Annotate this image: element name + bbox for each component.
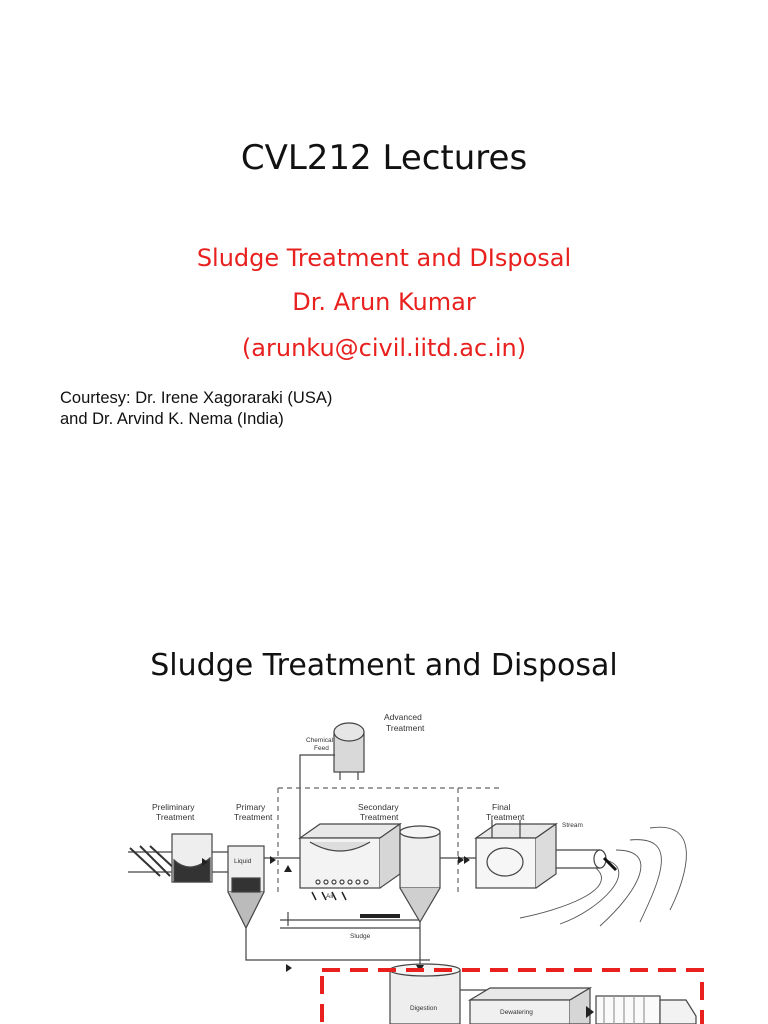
label-chem-2: Feed: [314, 745, 329, 752]
label-secondary-1: Secondary: [358, 802, 399, 812]
treatment-process-diagram: [0, 700, 768, 1024]
courtesy-note: [60, 388, 332, 430]
courtesy-line-1: Courtesy: Dr. Irene Xagoraraki (USA): [60, 389, 333, 407]
subtitle-author: Dr. Arun Kumar: [292, 288, 476, 316]
truck-icon: [596, 996, 696, 1024]
aeration-basin: [300, 824, 400, 888]
label-dewatering: Dewatering: [500, 1009, 533, 1016]
label-solid: Solid: [240, 882, 255, 889]
label-final-1: Final: [492, 802, 511, 812]
secondary-clarifier: [400, 826, 476, 970]
slide-2-title: Sludge Treatment and Disposal: [150, 648, 618, 683]
label-sludge: Sludge: [350, 933, 371, 940]
preliminary-unit: [172, 834, 228, 882]
label-primary-2: Treatment: [234, 812, 273, 822]
subtitle-email: (arunku@civil.iitd.ac.in): [241, 334, 527, 362]
label-stream: Stream: [562, 822, 583, 829]
label-final-2: Treatment: [486, 812, 525, 822]
courtesy-line-2: and Dr. Arvind K. Nema (India): [60, 410, 284, 428]
label-advanced-2: Treatment: [386, 723, 425, 733]
sludge-return-line: [280, 912, 420, 928]
subtitle-topic: Sludge Treatment and DIsposal: [196, 244, 572, 272]
dewatering-unit: [470, 988, 590, 1024]
label-secondary-2: Treatment: [360, 812, 399, 822]
label-liquid: Liquid: [234, 858, 252, 865]
label-air: Air: [326, 893, 334, 900]
label-advanced-1: Advanced: [384, 712, 422, 722]
final-treatment-tank: [476, 820, 606, 888]
label-prelim-2: Treatment: [156, 812, 195, 822]
slide-1-title: CVL212 Lectures: [240, 138, 528, 178]
label-digestion: Digestion: [410, 1005, 438, 1012]
label-prelim-1: Preliminary: [152, 802, 195, 812]
label-chem-1: Chemical: [306, 737, 334, 744]
inlet-pipe: [128, 846, 176, 876]
label-primary-1: Primary: [236, 802, 266, 812]
